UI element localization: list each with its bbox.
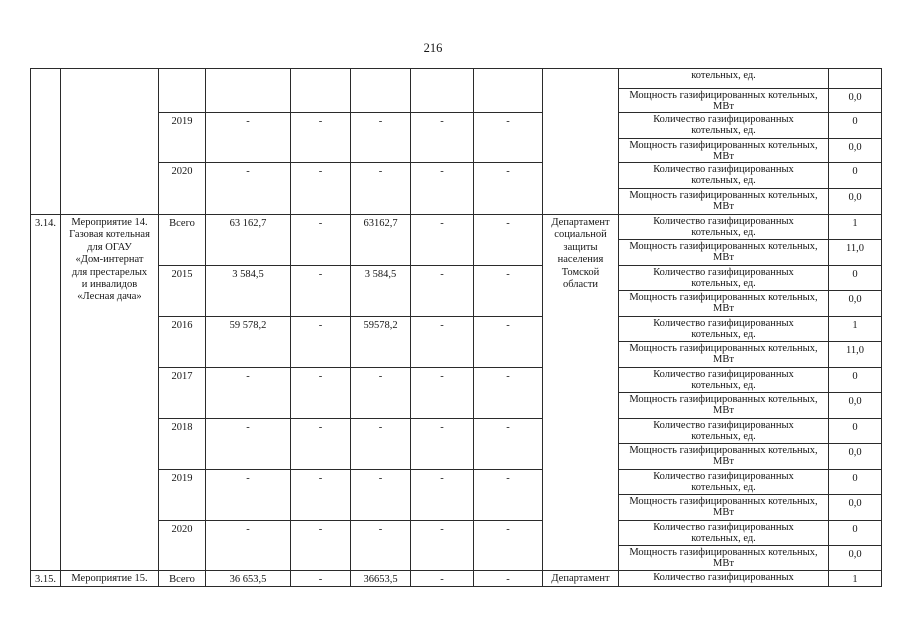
indicator-value: 1 (829, 215, 882, 240)
indicator-label: Количество газифицированных котельных, ед. (619, 470, 829, 495)
amount-cell: - (291, 368, 351, 419)
indicator-value: 0,0 (829, 291, 882, 317)
table-row (31, 571, 882, 587)
amount-cell: 63162,7 (351, 215, 411, 266)
indicator-label: Количество газифицированных котельных, ед. (619, 163, 829, 189)
indicator-label: Мощность газифицированных котельных, МВт (619, 139, 829, 163)
amount-cell: - (206, 113, 291, 163)
amount-cell: - (351, 470, 411, 521)
amount-cell: - (474, 163, 543, 215)
amount-cell (351, 69, 411, 113)
indicator-value: 0 (829, 163, 882, 189)
indicator-label: Мощность газифицированных котельных, МВт (619, 444, 829, 470)
year-cell: 2017 (159, 368, 206, 419)
indicator-value: 11,0 (829, 342, 882, 368)
indicator-value: 0 (829, 368, 882, 393)
year-cell: 2018 (159, 419, 206, 470)
amount-cell: - (291, 521, 351, 571)
amount-cell: 36653,5 (351, 571, 411, 587)
table-row (31, 113, 882, 139)
indicator-label: Количество газифицированных котельных, ед. (619, 368, 829, 393)
measure-number (31, 69, 61, 215)
year-cell: 2020 (159, 163, 206, 215)
amount-cell: 59 578,2 (206, 317, 291, 368)
indicator-label: Мощность газифицированных котельных, МВт (619, 393, 829, 419)
measure-name: Мероприятие 15. (61, 571, 159, 587)
responsible-department: Департамент (543, 571, 619, 587)
amount-cell: 63 162,7 (206, 215, 291, 266)
amount-cell: 3 584,5 (206, 266, 291, 317)
indicator-label: Мощность газифицированных котельных, МВт (619, 89, 829, 113)
measure-name (61, 69, 159, 215)
indicator-value: 0 (829, 113, 882, 139)
year-cell: 2020 (159, 521, 206, 571)
indicator-value: 0,0 (829, 495, 882, 521)
indicator-label: Мощность газифицированных котельных, МВт (619, 495, 829, 521)
year-cell: 2015 (159, 266, 206, 317)
amount-cell: - (351, 163, 411, 215)
indicator-value: 0 (829, 521, 882, 546)
indicator-label: Мощность газифицированных котельных, МВт (619, 240, 829, 266)
indicator-label: Количество газифицированных котельных, ед. (619, 113, 829, 139)
responsible-department (543, 69, 619, 215)
indicator-value: 0,0 (829, 189, 882, 215)
indicator-label: Мощность газифицированных котельных, МВт (619, 342, 829, 368)
measure-number: 3.15. (31, 571, 61, 587)
indicator-label: котельных, ед. (619, 69, 829, 89)
amount-cell: - (291, 470, 351, 521)
indicator-label: Мощность газифицированных котельных, МВт (619, 546, 829, 571)
indicator-value: 0 (829, 470, 882, 495)
indicator-label: Количество газифицированных котельных, ед. (619, 419, 829, 444)
indicator-value (829, 69, 882, 89)
amount-cell: - (474, 215, 543, 266)
indicator-value: 11,0 (829, 240, 882, 266)
amount-cell: - (411, 163, 474, 215)
table-row (31, 266, 882, 291)
indicator-value: 0,0 (829, 89, 882, 113)
indicator-label: Количество газифицированных котельных, ед. (619, 317, 829, 342)
amount-cell: - (474, 470, 543, 521)
amount-cell: - (206, 419, 291, 470)
amount-cell: - (474, 113, 543, 163)
year-cell (159, 69, 206, 113)
amount-cell: 59578,2 (351, 317, 411, 368)
amount-cell: - (351, 419, 411, 470)
page-number: 216 (423, 41, 443, 55)
amount-cell: - (411, 521, 474, 571)
indicator-value: 1 (829, 571, 882, 587)
amount-cell: - (474, 419, 543, 470)
year-cell: 2019 (159, 113, 206, 163)
amount-cell (474, 69, 543, 113)
amount-cell (411, 69, 474, 113)
table-row (31, 368, 882, 393)
amount-cell: - (411, 419, 474, 470)
indicator-label: Количество газифицированных котельных, ед. (619, 521, 829, 546)
amount-cell: - (411, 470, 474, 521)
responsible-department: Департамент социальной защиты населения Томской области (543, 215, 619, 571)
amount-cell: - (291, 571, 351, 587)
amount-cell (291, 69, 351, 113)
indicator-value: 0,0 (829, 444, 882, 470)
amount-cell: - (206, 368, 291, 419)
indicator-label: Количество газифицированных (619, 571, 829, 587)
amount-cell: - (411, 266, 474, 317)
table-body (31, 69, 882, 587)
year-cell: 2016 (159, 317, 206, 368)
indicator-value: 0,0 (829, 139, 882, 163)
year-cell: Всего (159, 571, 206, 587)
year-cell: 2019 (159, 470, 206, 521)
indicator-value: 0 (829, 266, 882, 291)
program-measures-table (30, 68, 882, 587)
indicator-label: Количество газифицированных котельных, ед. (619, 266, 829, 291)
table-row (31, 69, 882, 89)
amount-cell: 3 584,5 (351, 266, 411, 317)
table-row (31, 215, 882, 240)
amount-cell: - (411, 317, 474, 368)
amount-cell: - (291, 317, 351, 368)
table-row (31, 470, 882, 495)
amount-cell: - (474, 317, 543, 368)
amount-cell (206, 69, 291, 113)
amount-cell: - (291, 266, 351, 317)
measure-number: 3.14. (31, 215, 61, 571)
amount-cell: - (474, 571, 543, 587)
indicator-value: 1 (829, 317, 882, 342)
indicator-label: Мощность газифицированных котельных, МВт (619, 189, 829, 215)
indicator-value: 0 (829, 419, 882, 444)
amount-cell: - (206, 521, 291, 571)
amount-cell: - (474, 521, 543, 571)
table-row (31, 419, 882, 444)
indicator-label: Мощность газифицированных котельных, МВт (619, 291, 829, 317)
table-row (31, 521, 882, 546)
measure-name: Мероприятие 14. Газовая котельная для ОГАУ «Дом-интернат для престарелых и инвалидов «Лесная дача» (61, 215, 159, 571)
amount-cell: - (351, 113, 411, 163)
amount-cell: - (206, 470, 291, 521)
indicator-label: Количество газифицированных котельных, ед. (619, 215, 829, 240)
amount-cell: - (291, 113, 351, 163)
amount-cell: - (474, 266, 543, 317)
amount-cell: - (291, 163, 351, 215)
table-row (31, 163, 882, 189)
amount-cell: - (411, 368, 474, 419)
indicator-value: 0,0 (829, 546, 882, 571)
table-row (31, 317, 882, 342)
amount-cell: - (411, 215, 474, 266)
amount-cell: - (291, 419, 351, 470)
amount-cell: - (291, 215, 351, 266)
amount-cell: - (351, 521, 411, 571)
amount-cell: 36 653,5 (206, 571, 291, 587)
amount-cell: - (411, 113, 474, 163)
indicator-value: 0,0 (829, 393, 882, 419)
amount-cell: - (206, 163, 291, 215)
amount-cell: - (474, 368, 543, 419)
year-cell: Всего (159, 215, 206, 266)
amount-cell: - (411, 571, 474, 587)
amount-cell: - (351, 368, 411, 419)
